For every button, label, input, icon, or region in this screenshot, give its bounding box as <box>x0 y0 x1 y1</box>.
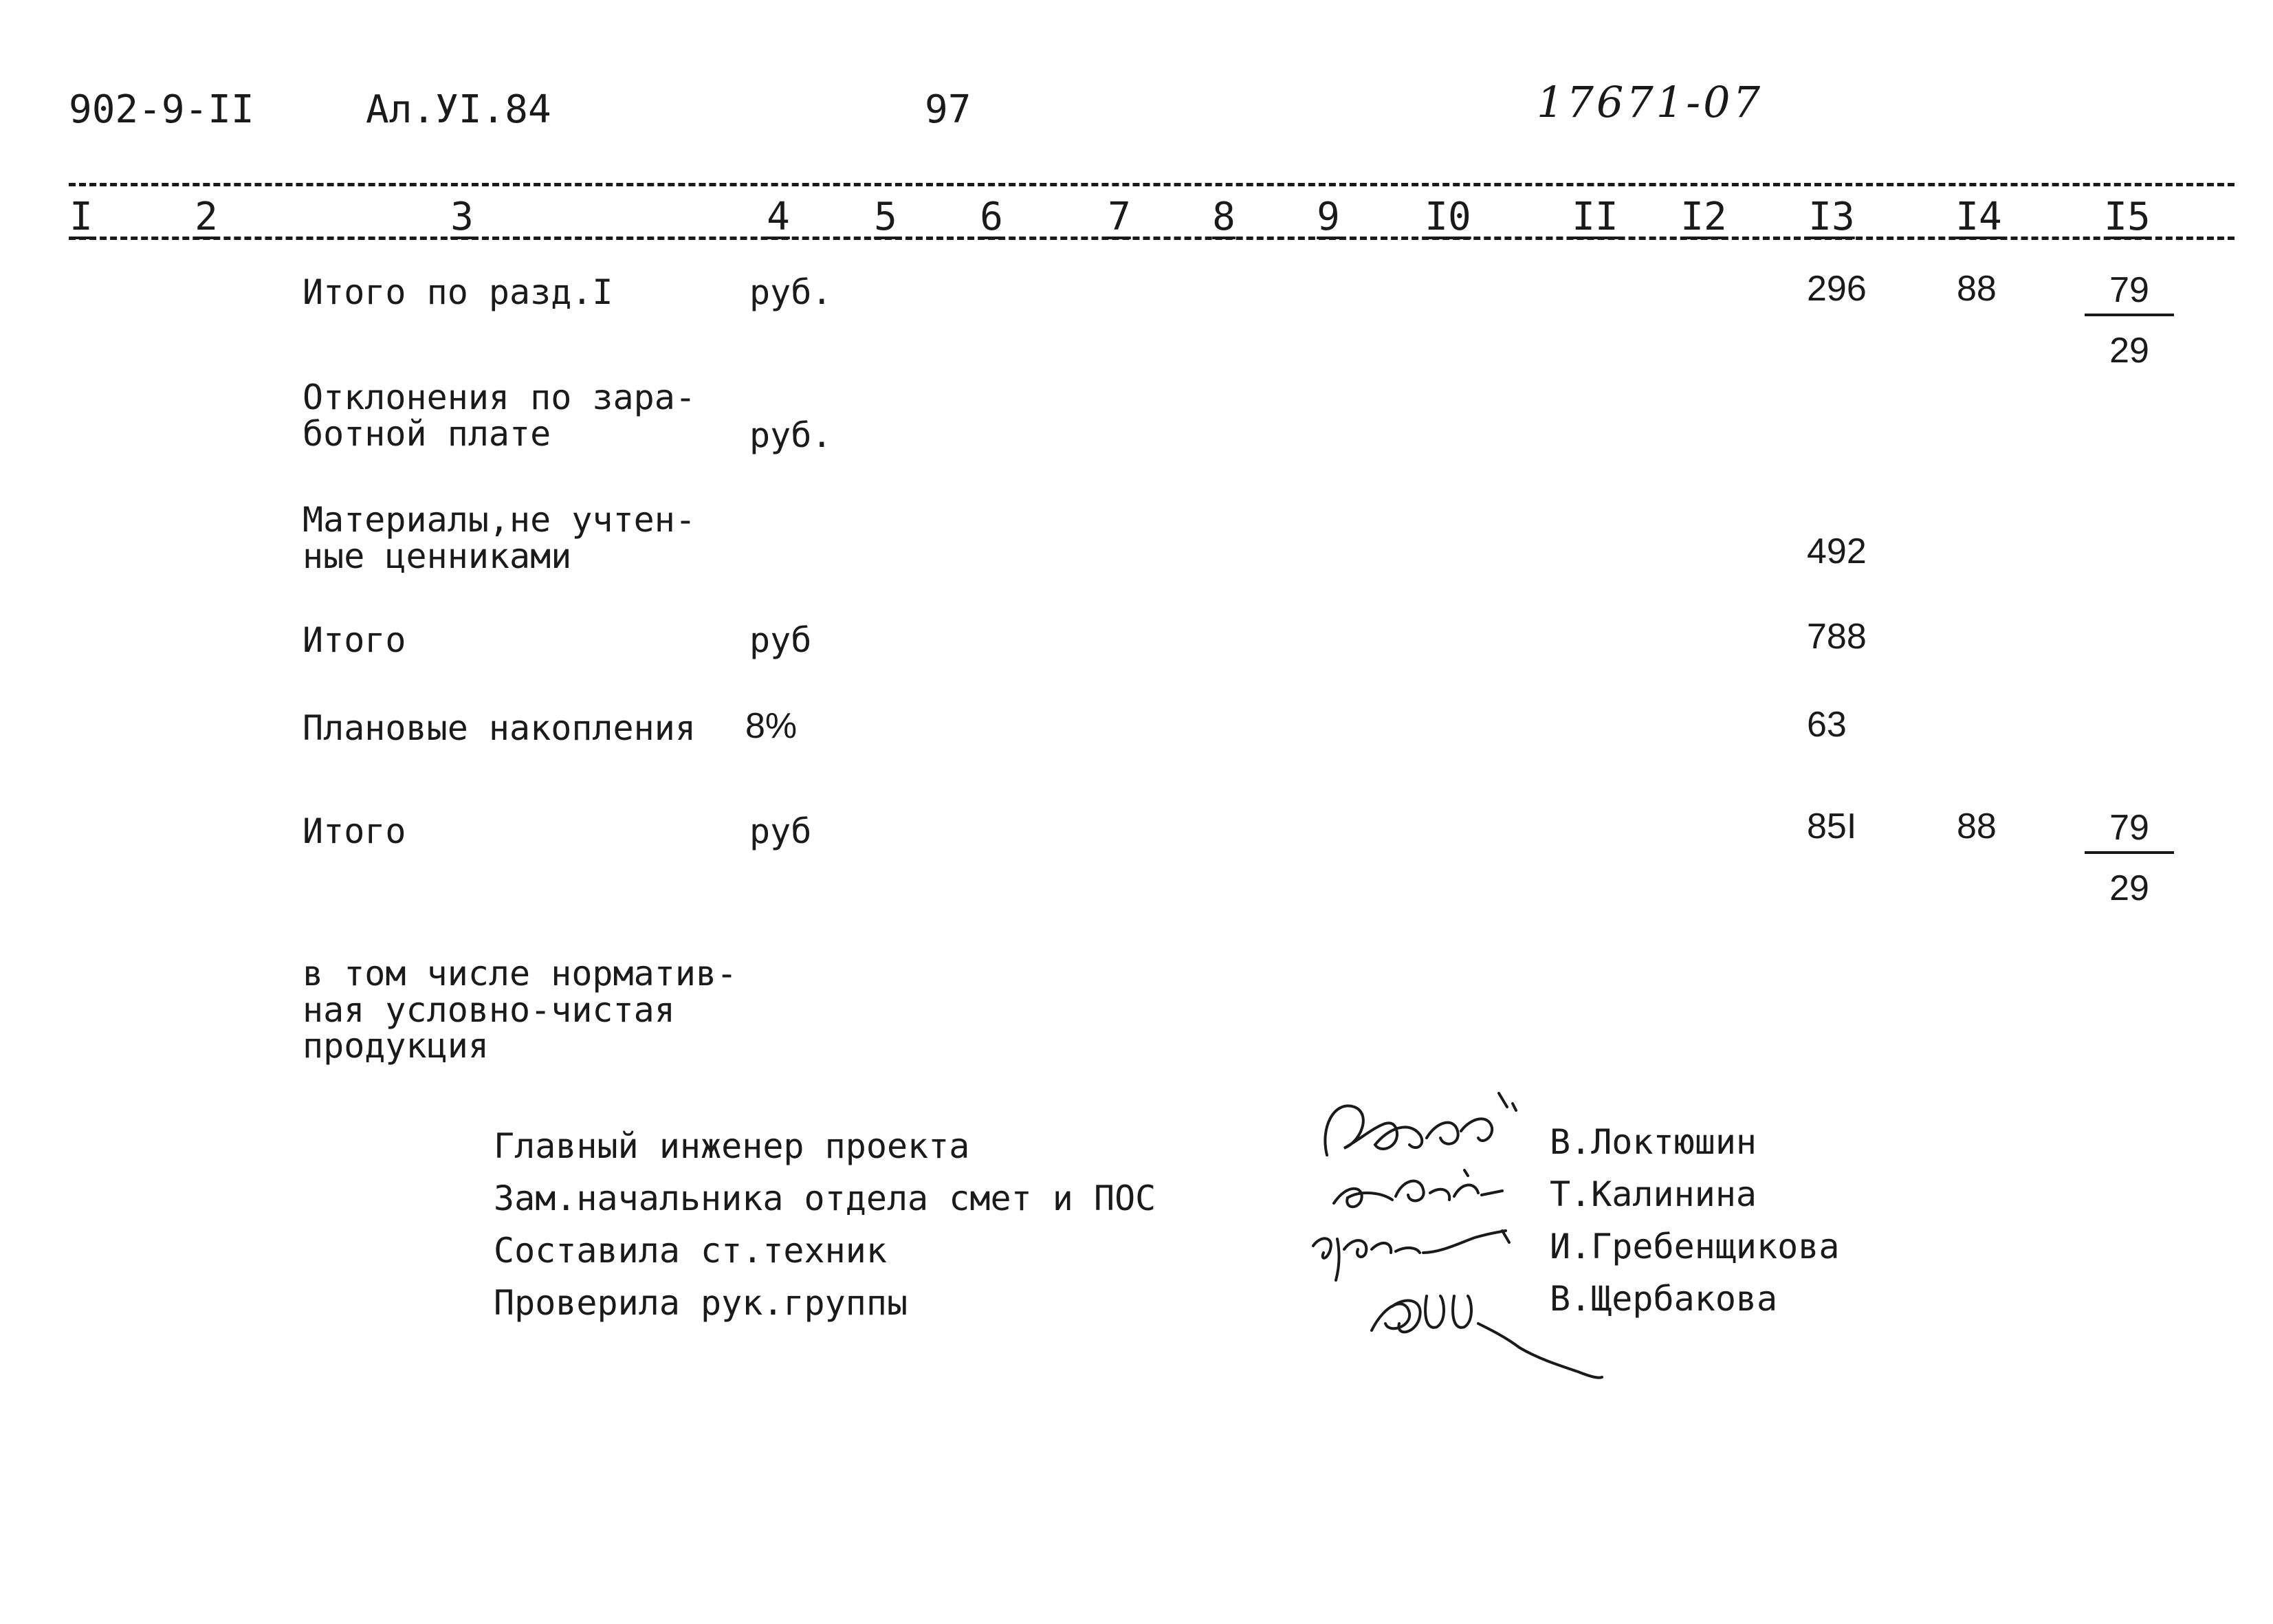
signatory-role: Главный инженер проекта <box>494 1126 970 1166</box>
column-header-top-rule <box>69 183 2234 186</box>
column-number: 5 <box>874 195 897 239</box>
signature-shcherbakova-icon <box>1358 1269 1619 1385</box>
fraction-numerator: 79 <box>2085 270 2174 316</box>
page-number: 97 <box>925 87 971 132</box>
signature-kalinina-icon <box>1327 1162 1533 1217</box>
column-number: 3 <box>450 195 474 239</box>
row-unit: руб. <box>749 272 833 312</box>
column-number: I5 <box>2104 195 2151 239</box>
column-number: II <box>1572 195 1618 239</box>
album-number: Ал.УI.84 <box>366 87 551 132</box>
column-number: 4 <box>767 195 790 239</box>
column-number: I0 <box>1425 195 1471 239</box>
row-unit: руб <box>749 811 812 851</box>
signatory-role: Зам.начальника отдела смет и ПОС <box>494 1178 1156 1218</box>
col13-value: 788 <box>1807 617 1867 657</box>
row-label: Отклонения по зара- ботной плате <box>303 377 696 454</box>
row-label: Итого по разд.I <box>303 272 613 312</box>
fraction-denominator: 29 <box>2109 868 2149 908</box>
col13-value: 492 <box>1807 531 1867 571</box>
column-number: 6 <box>980 195 1003 239</box>
col13-value: 63 <box>1807 705 1847 745</box>
col15-fraction <box>2085 270 2174 371</box>
signatory-role: Составила ст.техник <box>494 1231 887 1271</box>
column-number: 8 <box>1212 195 1236 239</box>
signatory-name: В.Локтюшин <box>1550 1122 1757 1162</box>
col15-fraction <box>2085 807 2174 909</box>
fraction-denominator: 29 <box>2109 331 2149 371</box>
column-number: 7 <box>1108 195 1131 239</box>
col14-value: 88 <box>1957 806 1997 846</box>
column-number: I4 <box>1955 195 2002 239</box>
column-number: 9 <box>1317 195 1340 239</box>
fraction-numerator: 79 <box>2085 807 2174 854</box>
row-unit: руб. <box>749 415 833 455</box>
row-label: Итого <box>303 620 406 660</box>
signatory-name: И.Гребенщикова <box>1550 1227 1840 1266</box>
project-code: 902-9-II <box>69 87 254 132</box>
registry-number: 17671-07 <box>1537 77 1764 127</box>
row-unit: 8% <box>745 706 798 746</box>
signatory-name: В.Щербакова <box>1550 1279 1778 1319</box>
row-label: Материалы,не учтен- ные ценниками <box>303 500 696 576</box>
signatory-role: Проверила рук.группы <box>494 1283 908 1323</box>
column-number: 2 <box>195 195 218 239</box>
column-number: I3 <box>1808 195 1855 239</box>
col13-value: 85I <box>1807 806 1857 846</box>
signature-loktyushin-icon <box>1306 1079 1540 1176</box>
row-label: Плановые накопления <box>303 708 696 748</box>
row-label: в том числе норматив- ная условно-чистая продукция <box>303 954 738 1066</box>
column-header-bottom-rule <box>69 237 2234 240</box>
col14-value: 88 <box>1957 269 1997 309</box>
signatory-name: Т.Калинина <box>1550 1174 1757 1214</box>
column-number: I <box>69 195 93 239</box>
col13-value: 296 <box>1807 269 1867 309</box>
row-label: Итого <box>303 811 406 851</box>
row-unit: руб <box>749 620 812 660</box>
column-number: I2 <box>1680 195 1727 239</box>
